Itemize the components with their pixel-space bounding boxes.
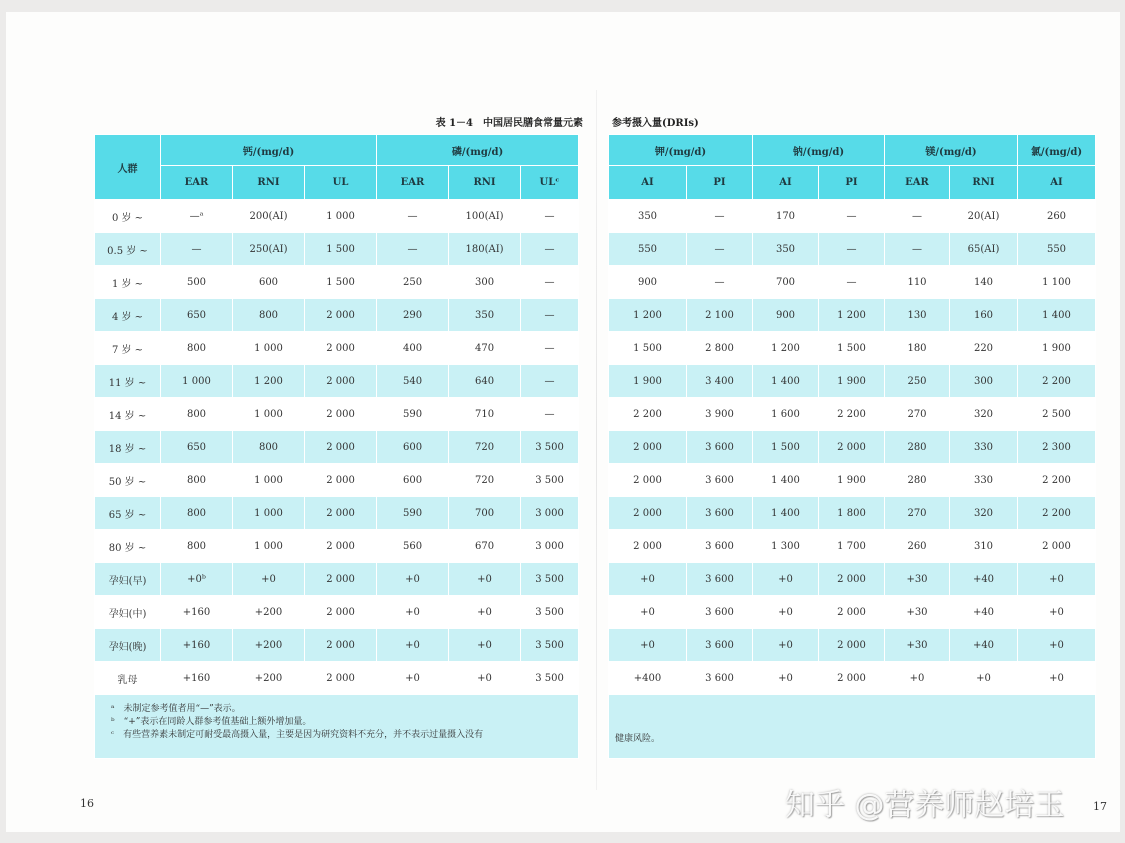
table-row [95,299,579,332]
table-cell: 550 [609,233,687,266]
table-cell: 1 岁 ~ [95,266,161,299]
table-row [95,662,579,695]
table-cell: 14 岁 ~ [95,398,161,431]
table-cell: 2 000 [1018,530,1096,563]
table-cell: +30 [885,629,950,662]
table-cell: 600 [233,266,305,299]
group-header-phosphorus: 磷/(mg/d) [377,135,579,166]
table-cell: 800 [161,332,233,365]
subheader-6: AI [1018,166,1096,200]
table-cell: +0 [449,596,521,629]
table-cell: +0 [609,629,687,662]
table-cell: 1 500 [305,266,377,299]
table-cell: 孕妇(晚) [95,629,161,662]
subheader-5: RNI [950,166,1018,200]
table-cell: 0.5 岁 ~ [95,233,161,266]
table-cell: +0 [609,563,687,596]
table-cell: 3 600 [687,431,753,464]
table-cell: 590 [377,497,449,530]
table-cell: 1 000 [161,365,233,398]
table-cell: 800 [161,497,233,530]
table-cell: 670 [449,530,521,563]
table-cell: 2 000 [305,365,377,398]
table-cell: 800 [161,464,233,497]
table-cell: 160 [950,299,1018,332]
table-cell: — [819,200,885,233]
table-cell: —ᵃ [161,200,233,233]
table-cell: +0 [753,563,819,596]
table-cell: 650 [161,299,233,332]
table-cell: 200(AI) [233,200,305,233]
table-cell: 2 000 [305,563,377,596]
table-cell: 2 000 [819,596,885,629]
table-cell: 720 [449,464,521,497]
table-row [95,497,579,530]
group-header-magnesium: 镁/(mg/d) [885,135,1018,166]
table-cell: 2 000 [305,662,377,695]
table-cell: +160 [161,629,233,662]
table-cell: 3 600 [687,563,753,596]
table-cell: 2 200 [1018,464,1096,497]
group-header-calcium: 钙/(mg/d) [161,135,377,166]
table-cell: — [521,299,579,332]
table-cell: — [521,200,579,233]
table-cell: +0 [233,563,305,596]
subheader-2: UL [305,166,377,200]
table-row [95,464,579,497]
table-cell: +0 [377,596,449,629]
table-cell: — [521,233,579,266]
table-cell: +0 [449,662,521,695]
table-cell: — [161,233,233,266]
table-cell: 250(AI) [233,233,305,266]
table-cell: 500 [161,266,233,299]
table-cell: — [521,332,579,365]
table-cell: 1 000 [233,464,305,497]
table-cell: 65(AI) [950,233,1018,266]
subheader-0: EAR [161,166,233,200]
table-cell: 65 岁 ~ [95,497,161,530]
table-cell: +0 [950,662,1018,695]
table-row [95,431,579,464]
table-cell: +0 [377,563,449,596]
table-cell: 3 500 [521,563,579,596]
table-cell: — [377,233,449,266]
table-cell: 100(AI) [449,200,521,233]
table-cell: 900 [753,299,819,332]
table-cell: 2 000 [305,332,377,365]
table-cell: 330 [950,431,1018,464]
subheader-1: PI [687,166,753,200]
table-notes [95,695,579,759]
table-cell: 2 000 [305,497,377,530]
table-cell: 2 000 [819,431,885,464]
subheader-3: EAR [377,166,449,200]
table-cell: +200 [233,596,305,629]
table-row [95,629,579,662]
table-row [609,662,1096,695]
table-cell: 1 300 [753,530,819,563]
table-cell: 3 600 [687,596,753,629]
table-cell: +0 [753,629,819,662]
table-cell: 2 000 [305,629,377,662]
table-cell: 0 岁 ~ [95,200,161,233]
table-row [95,398,579,431]
table-cell: 590 [377,398,449,431]
table-cell: 20(AI) [950,200,1018,233]
table-cell: 3 600 [687,464,753,497]
table-cell: — [687,200,753,233]
table-cell: 140 [950,266,1018,299]
table-title-right: 参考摄入量(DRIs) [612,118,699,129]
table-cell: +0 [1018,662,1096,695]
table-cell: 1 900 [819,365,885,398]
table-cell: 180(AI) [449,233,521,266]
subheader-3: PI [819,166,885,200]
table-cell: 700 [449,497,521,530]
table-cell: 2 100 [687,299,753,332]
table-cell: 400 [377,332,449,365]
table-cell: +0 [377,629,449,662]
table-cell: +0 [449,629,521,662]
table-cell: 1 200 [233,365,305,398]
table-cell: — [687,266,753,299]
table-cell: 320 [950,497,1018,530]
table-row [609,233,1096,266]
table-cell: 700 [753,266,819,299]
table-cell: +400 [609,662,687,695]
table-cell: 50 岁 ~ [95,464,161,497]
table-cell: 560 [377,530,449,563]
table-row [95,266,579,299]
table-cell: 270 [885,497,950,530]
table-cell: 1 000 [233,530,305,563]
table-cell: 3 500 [521,662,579,695]
table-cell: 3 500 [521,596,579,629]
table-cell: 300 [449,266,521,299]
table-cell: — [819,266,885,299]
table-cell: 2 200 [1018,365,1096,398]
table-cell: +160 [161,662,233,695]
table-cell: 180 [885,332,950,365]
table-cell: +0 [1018,596,1096,629]
table-cell: +0 [753,662,819,695]
table-cell: 470 [449,332,521,365]
table-cell: 3 600 [687,662,753,695]
table-cell: 900 [609,266,687,299]
table-cell: +30 [885,596,950,629]
table-cell: 320 [950,398,1018,431]
table-cell: 2 300 [1018,431,1096,464]
table-cell: 280 [885,431,950,464]
table-cell: — [521,365,579,398]
subheader-1: RNI [233,166,305,200]
table-cell: 350 [753,233,819,266]
table-cell: +40 [950,596,1018,629]
table-cell: 2 000 [305,464,377,497]
table-cell: 孕妇(早) [95,563,161,596]
table-cell: +0 [885,662,950,695]
table-cell: 2 000 [609,464,687,497]
table-row [95,332,579,365]
table-row [95,530,579,563]
table-cell: 2 000 [609,431,687,464]
table-row [609,431,1096,464]
table-cell: 7 岁 ~ [95,332,161,365]
table-cell: 3 000 [521,530,579,563]
table-cell: 290 [377,299,449,332]
table-row [609,200,1096,233]
table-cell: 310 [950,530,1018,563]
table-cell: 640 [449,365,521,398]
table-cell: 1 600 [753,398,819,431]
table-cell: 800 [233,431,305,464]
table-cell: 2 000 [819,629,885,662]
table-cell: +200 [233,662,305,695]
table-cell: 710 [449,398,521,431]
table-cell: 540 [377,365,449,398]
table-row [609,332,1096,365]
table-cell: 3 600 [687,530,753,563]
right-table [608,134,1096,759]
table-cell: 3 000 [521,497,579,530]
table-cell: 110 [885,266,950,299]
table-cell: 3 500 [521,464,579,497]
table-cell: 3 400 [687,365,753,398]
note-continuation: 健康风险。 [615,734,661,744]
table-cell: 2 000 [819,662,885,695]
table-cell: 1 200 [609,299,687,332]
table-cell: 250 [377,266,449,299]
table-cell: 2 500 [1018,398,1096,431]
table-row [609,596,1096,629]
table-cell: +0 [609,596,687,629]
table-cell: 1 200 [819,299,885,332]
table-cell: 3 600 [687,497,753,530]
table-cell: +0 [1018,629,1096,662]
subheader-2: AI [753,166,819,200]
table-cell: 300 [950,365,1018,398]
table-cell: +0 [753,596,819,629]
table-cell: +40 [950,563,1018,596]
table-title-left: 表 1－4 中国居民膳食常量元素 [435,118,583,129]
table-cell: 800 [161,398,233,431]
table-cell: 1 400 [753,464,819,497]
table-cell: 3 600 [687,629,753,662]
table-cell: 280 [885,464,950,497]
page-number-left: 16 [80,797,94,810]
table-cell: 11 岁 ~ [95,365,161,398]
group-header-sodium: 钠/(mg/d) [753,135,885,166]
table-cell: 1 500 [753,431,819,464]
table-cell: 250 [885,365,950,398]
table-cell: 2 000 [609,497,687,530]
group-header-chlorine: 氯/(mg/d) [1018,135,1096,166]
table-cell: 550 [1018,233,1096,266]
table-cell: 800 [161,530,233,563]
table-cell: 260 [1018,200,1096,233]
table-cell: 130 [885,299,950,332]
table-cell: 170 [753,200,819,233]
page-number-right: 17 [1093,800,1107,813]
table-cell: — [885,233,950,266]
table-cell: 2 000 [819,563,885,596]
note-b: ᵇ “+”表示在同龄人群参考值基础上额外增加量。 [111,717,312,727]
table-cell: 1 800 [819,497,885,530]
table-cell: 1 900 [609,365,687,398]
table-cell: 1 000 [233,332,305,365]
table-cell: 600 [377,431,449,464]
table-cell: 2 000 [305,530,377,563]
table-cell: 1 900 [819,464,885,497]
table-cell: 3 500 [521,629,579,662]
table-cell: +200 [233,629,305,662]
table-cell: 260 [885,530,950,563]
table-row [95,200,579,233]
table-cell: 350 [449,299,521,332]
table-row [609,266,1096,299]
table-cell: 600 [377,464,449,497]
table-cell: 2 000 [609,530,687,563]
table-cell: — [819,233,885,266]
table-cell: 3 500 [521,431,579,464]
table-cell: — [377,200,449,233]
table-cell: 220 [950,332,1018,365]
table-row [95,563,579,596]
table-cell: 720 [449,431,521,464]
table-cell: 800 [233,299,305,332]
subheader-4: EAR [885,166,950,200]
table-cell: — [687,233,753,266]
table-cell: 2 000 [305,299,377,332]
table-cell: 1 500 [819,332,885,365]
table-cell: 1 400 [1018,299,1096,332]
population-header: 人群 [95,135,161,200]
table-cell: 1 100 [1018,266,1096,299]
table-cell: 80 岁 ~ [95,530,161,563]
table-cell: 2 200 [1018,497,1096,530]
left-table [94,134,579,759]
table-cell: 2 200 [609,398,687,431]
table-row [95,365,579,398]
table-row [609,299,1096,332]
table-cell: 1 500 [609,332,687,365]
table-cell: 1 200 [753,332,819,365]
table-cell: — [885,200,950,233]
table-cell: 2 200 [819,398,885,431]
table-cell: 330 [950,464,1018,497]
table-cell: — [521,398,579,431]
table-cell: 2 000 [305,431,377,464]
table-row [609,497,1096,530]
table-row [95,596,579,629]
table-cell: 1 700 [819,530,885,563]
table-cell: 270 [885,398,950,431]
table-cell: 1 900 [1018,332,1096,365]
subheader-5: ULᶜ [521,166,579,200]
subheader-0: AI [609,166,687,200]
table-row [609,365,1096,398]
table-cell: 650 [161,431,233,464]
table-cell: +0 [449,563,521,596]
note-a: ᵃ 未制定参考值者用“—”表示。 [111,704,241,714]
table-cell: +0 [1018,563,1096,596]
table-cell: 1 400 [753,497,819,530]
table-row [609,530,1096,563]
table-row [609,629,1096,662]
table-notes-continued [609,695,1096,759]
group-header-potassium: 钾/(mg/d) [609,135,753,166]
table-cell: +40 [950,629,1018,662]
note-c: ᶜ 有些营养素未制定可耐受最高摄入量，主要是因为研究资料不充分，并不表示过量摄入没有 [111,730,484,740]
subheader-4: RNI [449,166,521,200]
table-cell: 1 000 [305,200,377,233]
table-cell: +160 [161,596,233,629]
table-cell: +30 [885,563,950,596]
table-cell: 2 000 [305,596,377,629]
table-cell: 1 000 [233,398,305,431]
table-row [95,233,579,266]
table-cell: 孕妇(中) [95,596,161,629]
table-cell: 乳母 [95,662,161,695]
table-row [609,464,1096,497]
table-cell: 3 900 [687,398,753,431]
table-row [609,563,1096,596]
table-cell: 4 岁 ~ [95,299,161,332]
table-cell: +0ᵇ [161,563,233,596]
table-cell: 1 400 [753,365,819,398]
table-cell: 2 000 [305,398,377,431]
table-cell: 1 500 [305,233,377,266]
table-cell: 1 000 [233,497,305,530]
table-cell: 350 [609,200,687,233]
table-row [609,398,1096,431]
table-cell: — [521,266,579,299]
table-cell: +0 [377,662,449,695]
book-gutter [596,90,597,790]
table-cell: 18 岁 ~ [95,431,161,464]
table-cell: 2 800 [687,332,753,365]
watermark: 知乎 @营养师赵培玉 [785,788,1065,823]
